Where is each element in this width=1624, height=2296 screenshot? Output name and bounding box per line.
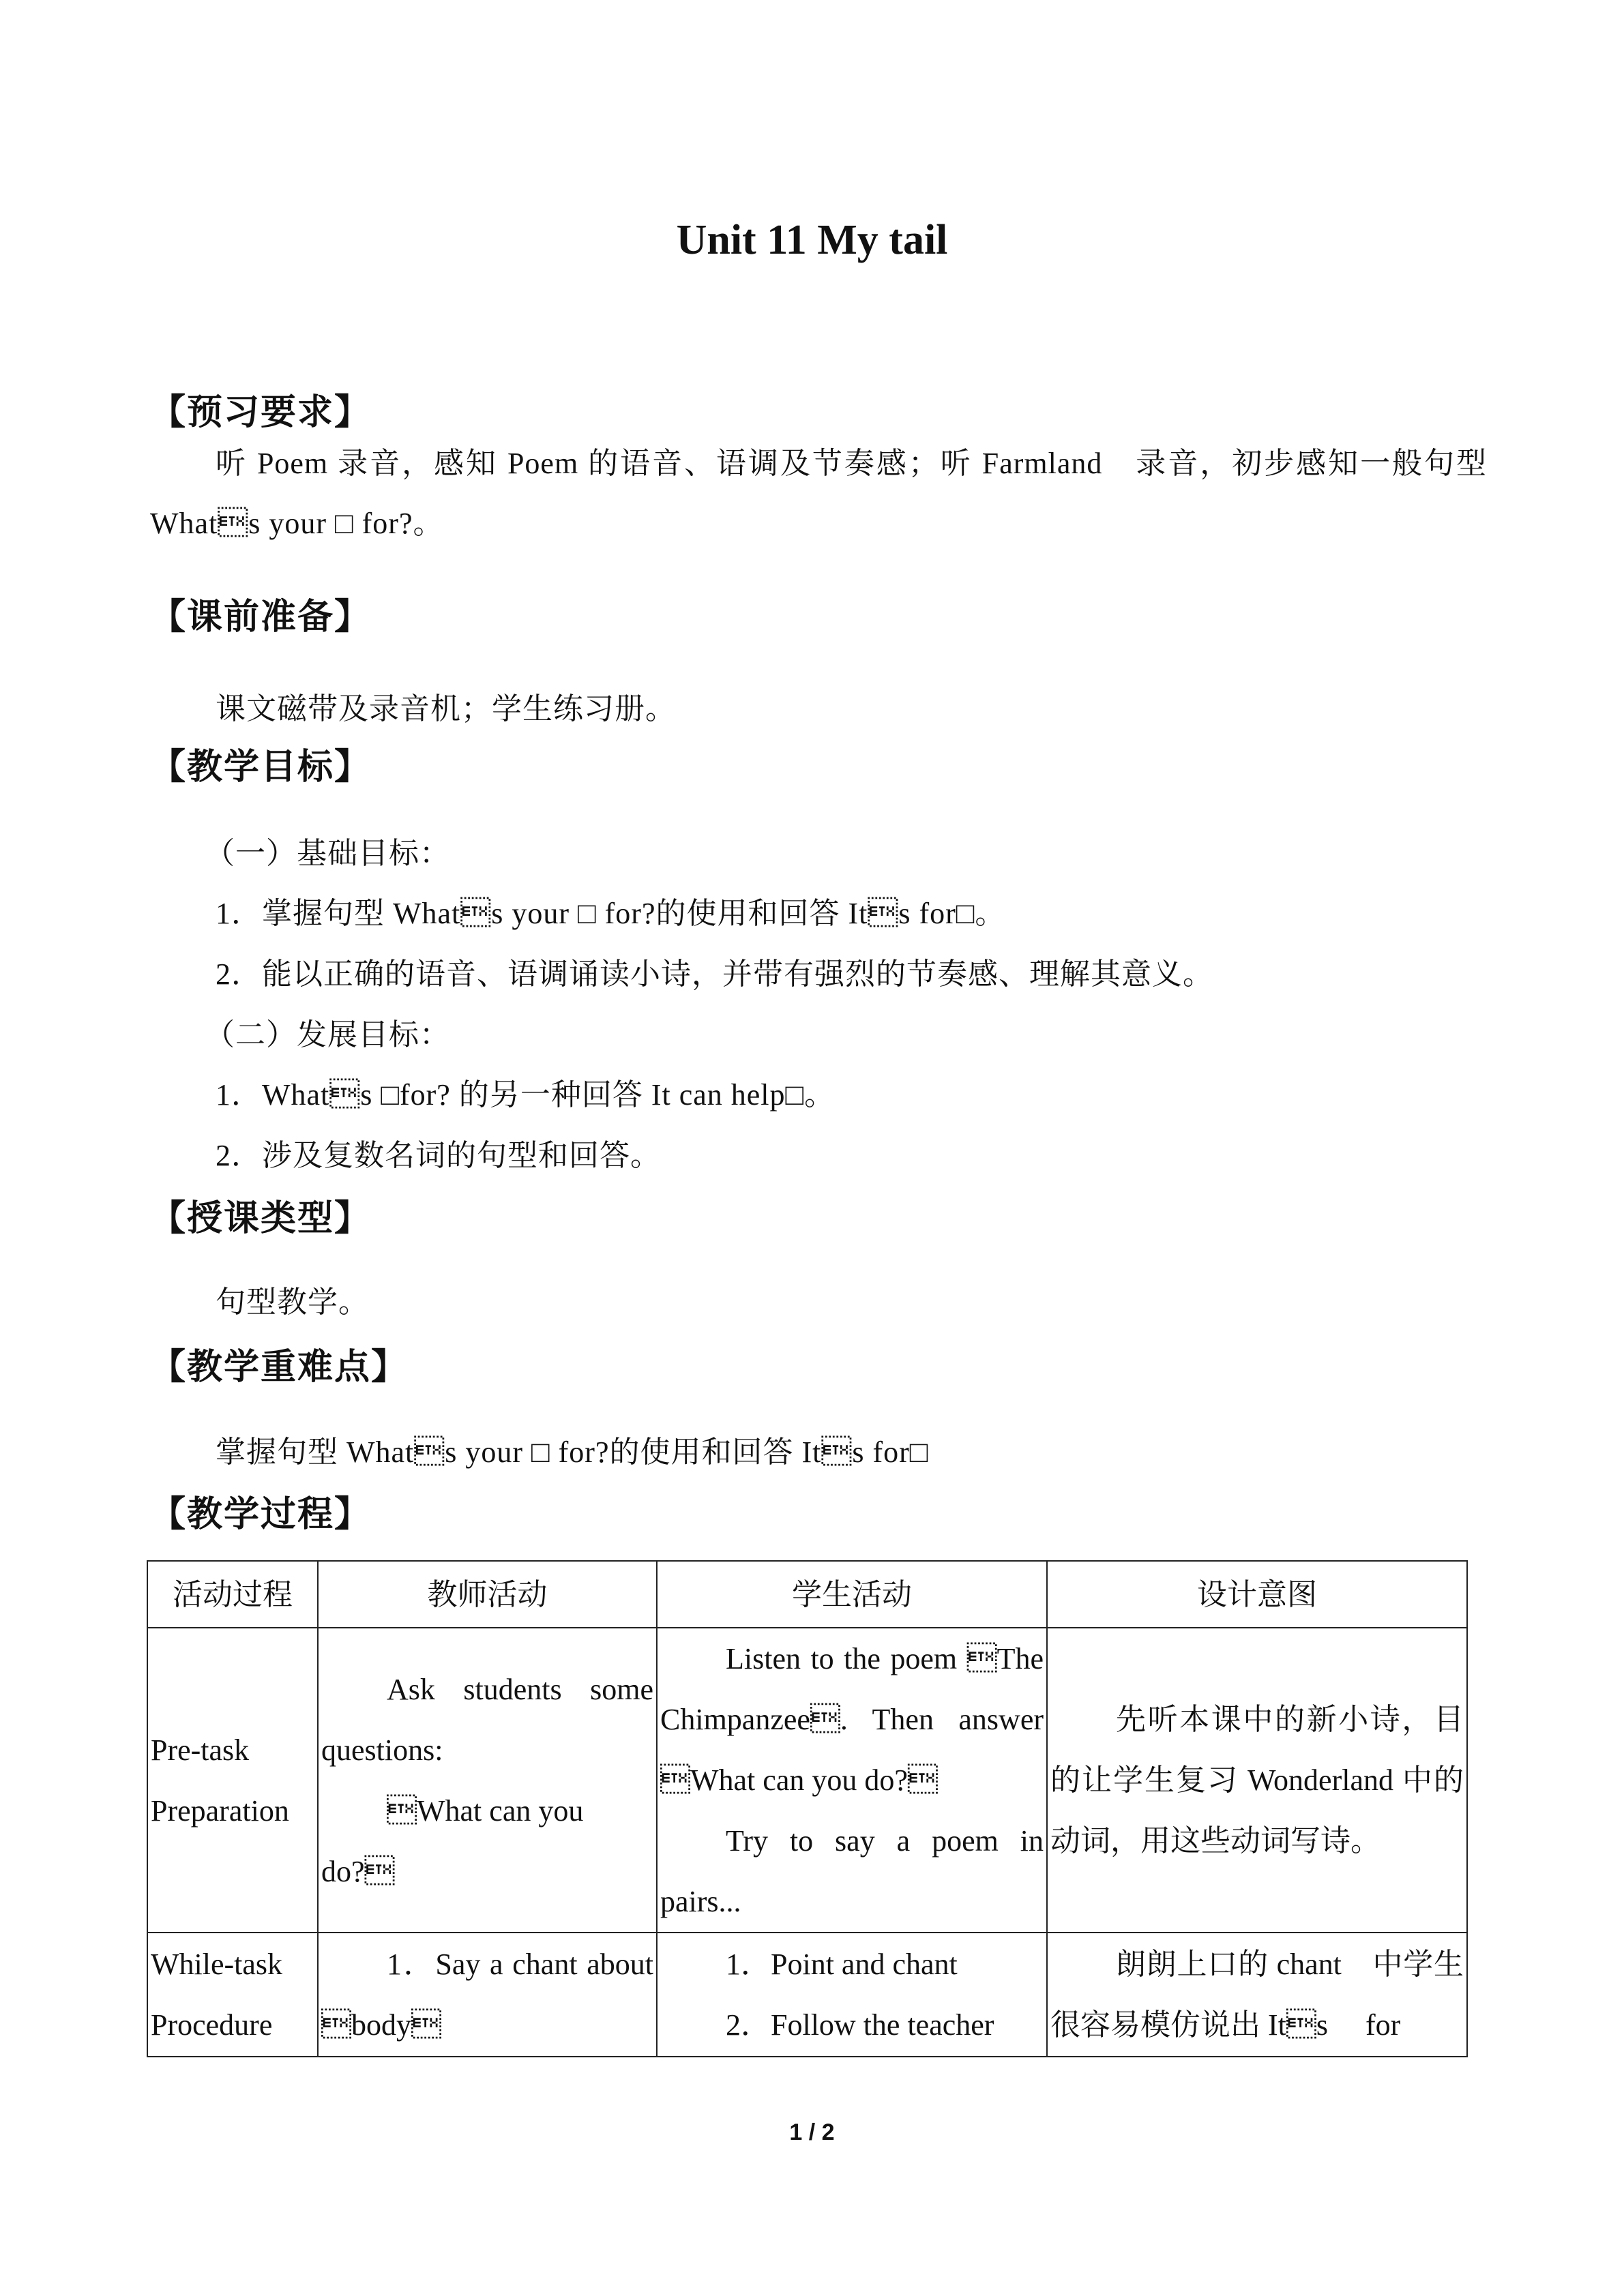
intent-cell — [1047, 1933, 1467, 2057]
heading-preview: 【预习要求】 — [150, 392, 372, 433]
heading-preparation: 【课前准备】 — [150, 597, 372, 638]
intent-cell — [1047, 1628, 1467, 1933]
stage-cell: Pre-task Preparation — [147, 1628, 318, 1933]
student-cell — [657, 1628, 1047, 1933]
design-intent: 先听本课中的新小诗，目的让学生复习 Wonderland 中的动词，用这些动词写诗。 — [1050, 1703, 1464, 1858]
student-cell — [657, 1933, 1047, 2057]
heading-lesson-type: 【授课类型】 — [150, 1198, 372, 1239]
teacher-activity: Ask students some questions: — [321, 1672, 653, 1767]
column-header: 学生活动 — [657, 1561, 1047, 1628]
heading-objectives: 【教学目标】 — [150, 747, 372, 788]
table-row — [147, 1628, 1467, 1933]
page-number: 1 / 2 — [789, 2119, 835, 2145]
heading-process: 【教学过程】 — [150, 1494, 372, 1535]
student-activity: Try to say a poem in pairs... — [660, 1824, 1044, 1918]
development-objectives-title: （二）发展目标： — [205, 1018, 450, 1052]
basic-objective-2: 2．能以正确的语音、语调诵读小诗，并带有强烈的节奏感、理解其意义。 — [216, 957, 1213, 991]
development-objective-2: 2．涉及复数名词的句型和回答。 — [216, 1139, 661, 1172]
teacher-activity: What can you do? — [321, 1793, 584, 1888]
basic-objectives-title: （一）基础目标： — [205, 837, 450, 870]
student-activity: Listen to the poem The Chimpanzee. Then answer What can you do? — [660, 1642, 1044, 1797]
teacher-cell — [318, 1628, 657, 1933]
column-header: 活动过程 — [147, 1561, 318, 1628]
student-activity: 1．Point and chant — [726, 1948, 958, 1981]
preparation-text: 课文磁带及录音机；学生练习册。 — [216, 692, 676, 726]
student-activity: 2．Follow the teacher — [726, 2008, 994, 2042]
preview-text: 听 Poem 录音，感知 Poem 的语音、语调及节奏感；听 Farmland 录音，初步感知一般句型 Whats your □ for?。 — [150, 447, 1487, 540]
design-intent: 朗朗上口的 chant 中学生很容易模仿说出 Its for — [1050, 1948, 1464, 2042]
document-title: Unit 11 My tail — [676, 217, 948, 263]
lesson-type-text: 句型教学。 — [216, 1285, 369, 1319]
stage-cell: While-task Procedure — [147, 1933, 318, 2057]
development-objective-1: 1．Whats □for? 的另一种回答 It can help□。 — [216, 1078, 836, 1112]
heading-key-points: 【教学重难点】 — [150, 1347, 409, 1388]
teacher-activity: 1．Say a chant about body — [321, 1948, 653, 2042]
table-row — [147, 1933, 1467, 2057]
column-header: 教师活动 — [318, 1561, 657, 1628]
process-table — [147, 1560, 1468, 2057]
column-header: 设计意图 — [1047, 1561, 1467, 1628]
key-points-text: 掌握句型 Whats your □ for?的使用和回答 Its for□ — [216, 1435, 929, 1469]
teacher-cell — [318, 1933, 657, 2057]
table-header-row — [147, 1561, 1467, 1628]
basic-objective-1: 1．掌握句型 Whats your □ for?的使用和回答 Its for□。 — [216, 897, 1006, 930]
